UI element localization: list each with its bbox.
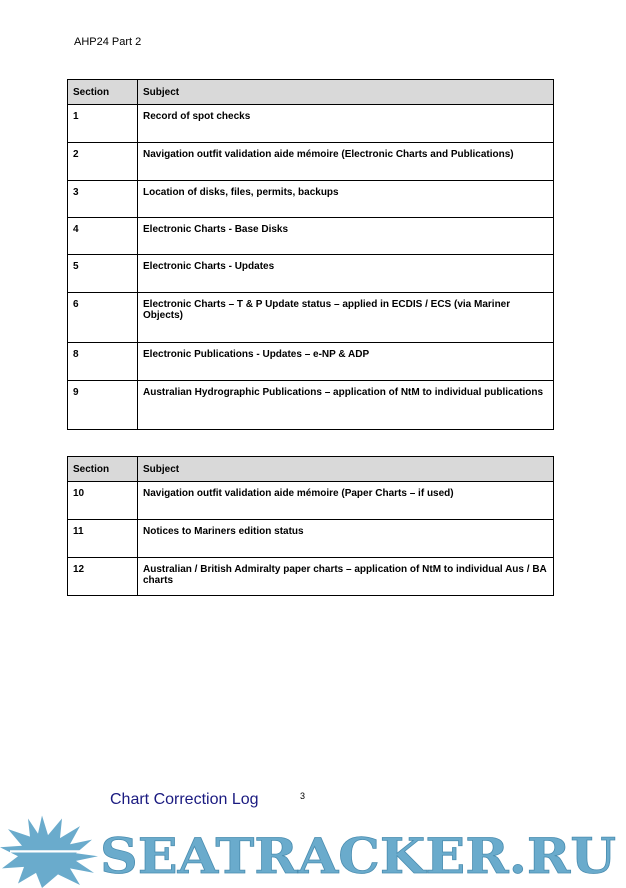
col-subject: Subject [138,457,554,482]
section-number: 8 [68,343,138,381]
sections-table-2 [67,456,554,596]
section-number: 1 [68,105,138,143]
section-number: 2 [68,143,138,181]
section-number: 11 [68,520,138,558]
section-subject: Electronic Charts - Base Disks [138,218,554,255]
section-subject: Location of disks, files, permits, backups [138,181,554,218]
section-subject: Electronic Publications - Updates – e-NP & ADP [138,343,554,381]
section-subject: Electronic Charts – T & P Update status – applied in ECDIS / ECS (via Mariner Objects) [138,293,554,343]
section-number: 9 [68,381,138,430]
sun-icon [0,816,98,888]
section-subject: Electronic Charts - Updates [138,255,554,293]
col-section: Section [68,457,138,482]
footer-title: Chart Correction Log [110,791,259,808]
section-number: 4 [68,218,138,255]
section-number: 10 [68,482,138,520]
section-subject: Notices to Mariners edition status [138,520,554,558]
section-subject: Australian Hydrographic Publications – application of NtM to individual publications [138,381,554,430]
sections-table-1 [67,79,554,430]
page-number: 3 [300,791,306,801]
section-number: 5 [68,255,138,293]
section-number: 6 [68,293,138,343]
section-subject: Australian / British Admiralty paper charts – application of NtM to individual Aus / BA charts [138,558,554,596]
col-section: Section [68,80,138,105]
col-subject: Subject [138,80,554,105]
section-number: 12 [68,558,138,596]
section-subject: Navigation outfit validation aide mémoire (Paper Charts – if used) [138,482,554,520]
document-header: AHP24 Part 2 [74,36,142,48]
section-subject: Record of spot checks [138,105,554,143]
watermark-text: SEATRACKER.RU [100,828,616,885]
watermark-logo [0,814,626,888]
section-number: 3 [68,181,138,218]
section-subject: Navigation outfit validation aide mémoire (Electronic Charts and Publications) [138,143,554,181]
